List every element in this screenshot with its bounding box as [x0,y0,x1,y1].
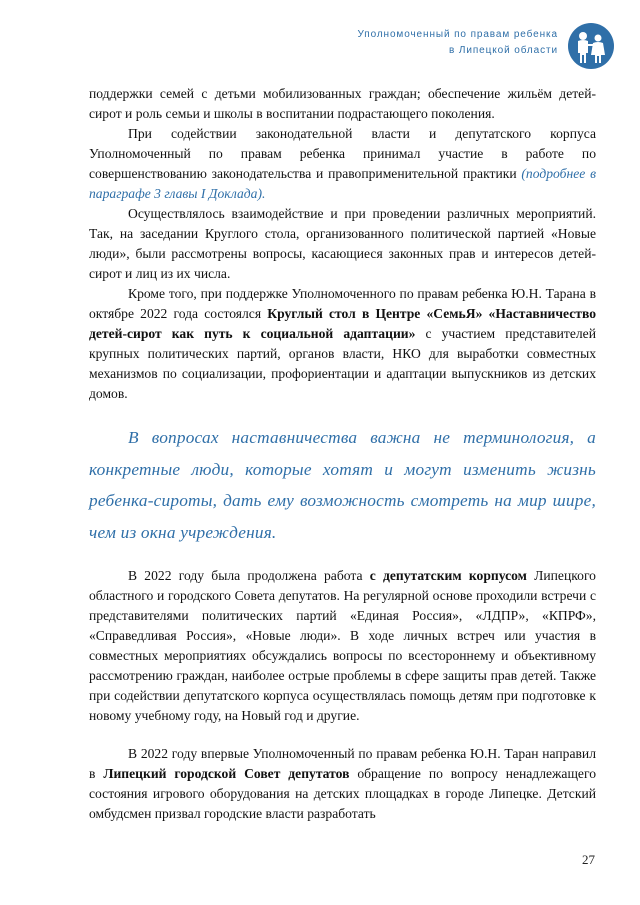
round-table-title: Круглый стол в Центре «СемьЯ» «Наставничество детей-сирот как путь к социальной адаптации» [89,306,596,341]
header-title [357,27,558,59]
paragraph-6-text-a: В 2022 году впервые Уполномоченный по правам ребенка Ю.Н. Таран направил в [89,746,596,781]
city-council-emphasis: Липецкий городской Совет депутатов [103,766,350,781]
chapter-reference-link: (подробнее в параграфе 3 главы I Доклада). [89,166,596,201]
paragraph-6 [89,744,596,824]
children-silhouette-logo-icon [567,22,615,70]
paragraph-1: поддержки семей с детьми мобилизованных граждан; обеспечение жильём детей-сирот и роль семьи и школы в воспитании подрастающего поколения. [89,86,596,121]
paragraph-4-text-a: Кроме того, при поддержке Уполномоченного по правам ребенка Ю.Н. Тарана в октябре 2022 года состоялся [89,286,596,321]
paragraph-4 [89,284,596,404]
paragraph-5 [89,566,596,726]
paragraph-6-text-b: обращение по вопросу ненадлежащего состояния игрового оборудования на детских площадках в городе Липецке. Детский омбудсмен призвал городские власти разработать [89,766,596,821]
paragraph-4-text-b: с участием представителей крупных политических партий, органов власти, НКО для выработки совместных механизмов по социализации, профориентации и адаптации выпускников из детских домов. [89,326,596,401]
paragraph-5-text-a: В 2022 году была продолжена работа [128,568,370,583]
paragraph-2-text: При содействии законодательной власти и депутатского корпуса Уполномоченный по правам ребенка принимал участие в работе по совершенствованию законодательства и правоприменительной практики [89,126,596,181]
page-header [20,22,620,72]
highlighted-quote: В вопросах наставничества важна не терминология, а конкретные люди, которые хотят и могут изменить жизнь ребенка-сироты, дать ему возможность смотреть на мир шире, чем из окна учреждения. [89,428,596,542]
paragraph-2 [89,124,596,204]
header-line-2: в Липецкой области [449,45,558,56]
document-body [89,84,596,824]
header-line-1: Уполномоченный по правам ребенка [357,29,558,40]
paragraph-5-text-b: Липецкого областного и городского Совета депутатов. На регулярной основе проходили встречи с представителями политических партий «Единая Россия», «ЛДПР», «КПРФ», «Справедливая Россия», «Новые люди». В ходе личных встреч или участия в совместных мероприятиях обсуждались вопросы по всестороннему и объективному рассмотрению граждан, наиболее острые проблемы в сфере защиты прав детей. Также при содействии депутатского корпуса осуществлялась помощь детям при подготовке к новому учебному году, на Новый год и другие. [89,568,596,723]
paragraph-3: Осуществлялось взаимодействие и при проведении различных мероприятий. Так, на заседании Круглого стола, организованного политической партией «Новые люди», были рассмотрены вопросы, касающиеся законных прав и интересов детей-сирот и лиц из их числа. [89,206,596,281]
deputy-corps-emphasis: с депутатским корпусом [369,568,527,583]
page-number: 27 [582,852,595,867]
